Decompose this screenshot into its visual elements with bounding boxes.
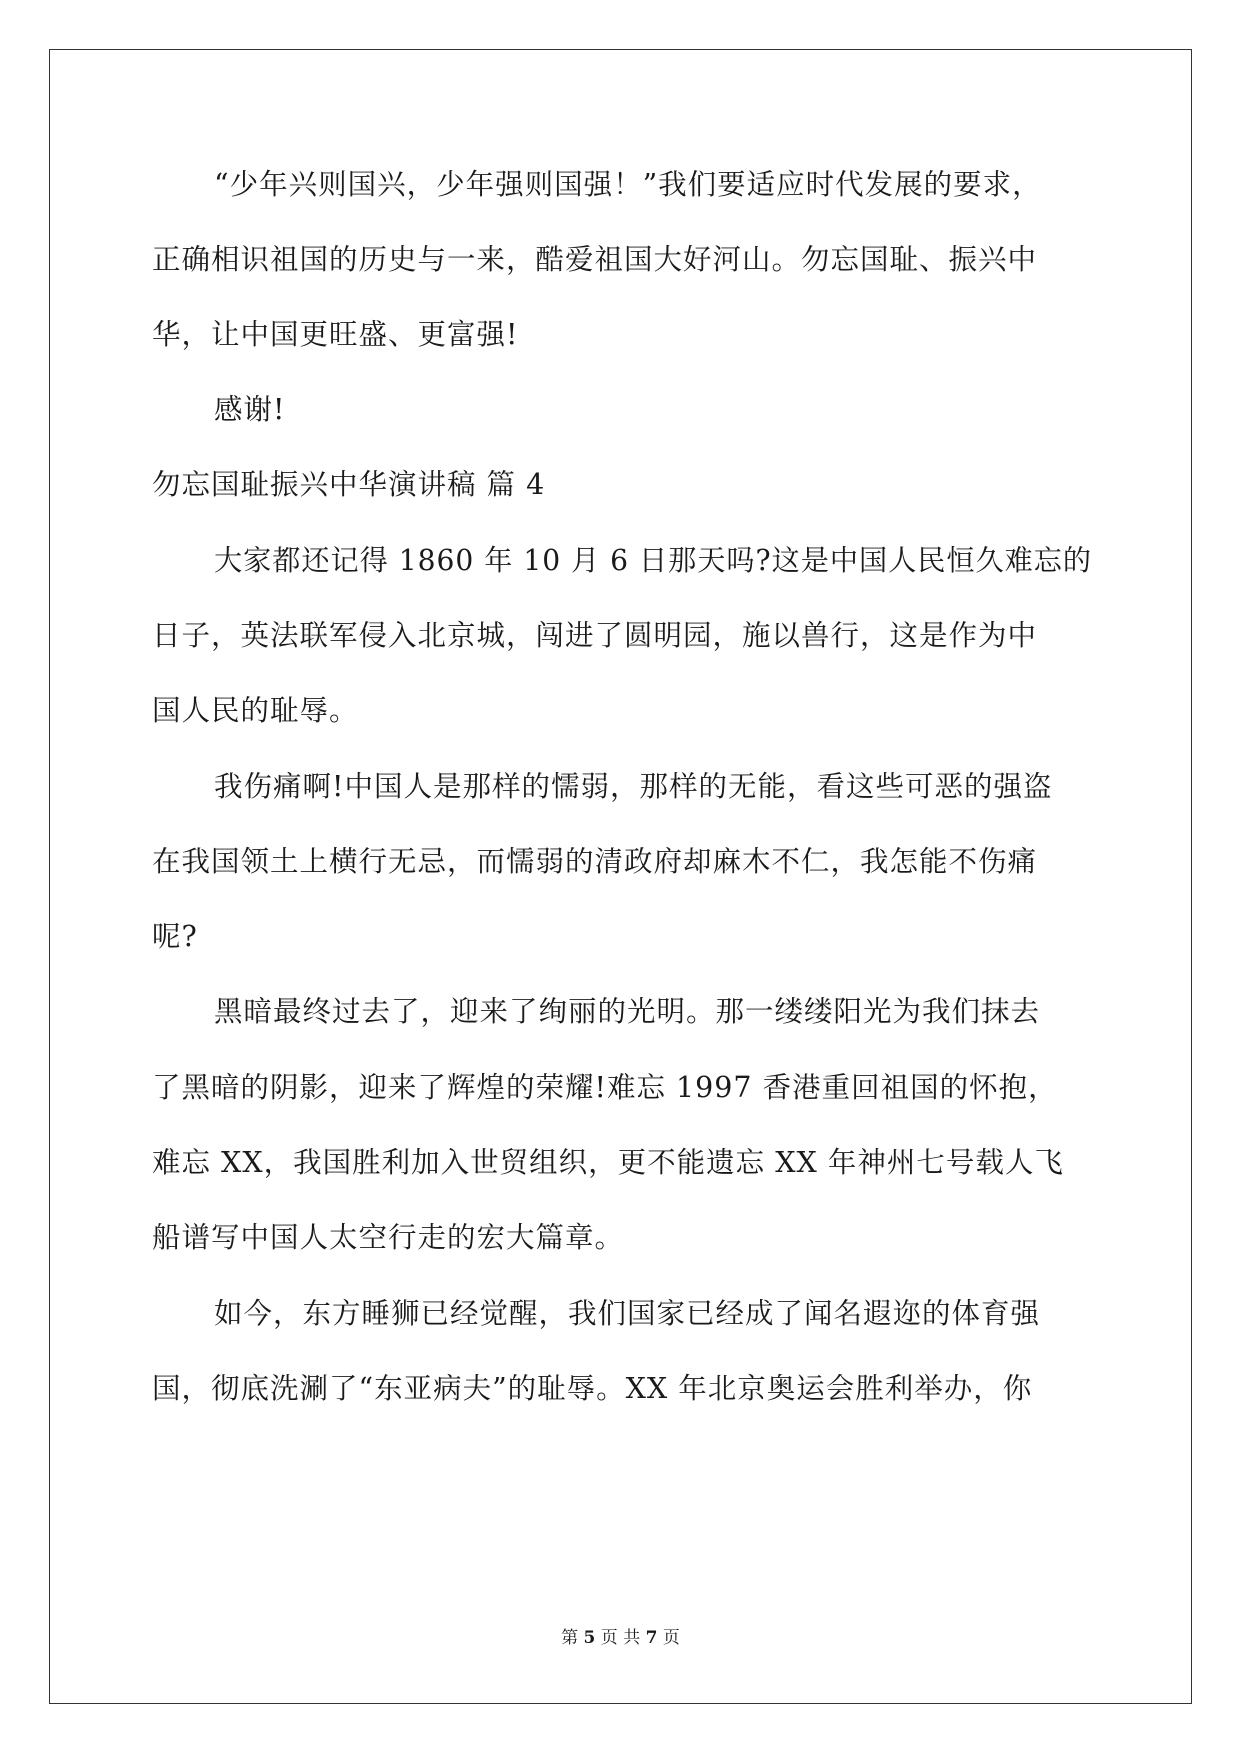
paragraph-line: 国人民的耻辱。	[152, 694, 359, 727]
paragraph-line: 难忘 XX，我国胜利加入世贸组织，更不能遗忘 XX 年神州七号载人飞	[152, 1146, 1064, 1179]
paragraph-line: 黑暗最终过去了，迎来了绚丽的光明。那一缕缕阳光为我们抹去	[214, 995, 1041, 1028]
page-number-current: 5	[583, 1628, 596, 1648]
paragraph-line: 我伤痛啊!中国人是那样的懦弱，那样的无能，看这些可恶的强盗	[214, 770, 1053, 803]
paragraph-line: 感谢!	[214, 393, 286, 426]
paragraph-line: 大家都还记得 1860 年 10 月 6 日那天吗?这是中国人民恒久难忘的	[214, 544, 1093, 577]
paragraph-line: 在我国领土上横行无忌，而懦弱的清政府却麻木不仁，我怎能不伤痛	[152, 845, 1038, 878]
page-prefix: 第	[561, 1628, 579, 1648]
paragraph-line: 船谱写中国人太空行走的宏大篇章。	[152, 1221, 625, 1254]
paragraph-line: 日子，英法联军侵入北京城，闯进了圆明园，施以兽行，这是作为中	[152, 619, 1038, 652]
paragraph-line: 了黑暗的阴影，迎来了辉煌的荣耀!难忘 1997 香港重回祖国的怀抱，	[152, 1071, 1058, 1104]
paragraph-line: “少年兴则国兴，少年强则国强！”我们要适应时代发展的要求，	[214, 168, 1042, 201]
paragraph-line: 正确相识祖国的历史与一来，酷爱祖国大好河山。勿忘国耻、振兴中	[152, 243, 1038, 276]
paragraph-line: 华，让中国更旺盛、更富强!	[152, 318, 519, 351]
page-number-total: 7	[645, 1628, 658, 1648]
page-suffix: 页	[662, 1628, 680, 1648]
paragraph-line: 国，彻底洗涮了“东亚病夫”的耻辱。XX 年北京奥运会胜利举办，你	[152, 1372, 1033, 1405]
page-footer	[0, 1626, 1241, 1650]
section-heading: 勿忘国耻振兴中华演讲稿 篇 4	[152, 468, 546, 501]
page-mid: 页 共	[600, 1628, 641, 1648]
paragraph-line: 如今，东方睡狮已经觉醒，我们国家已经成了闻名遐迩的体育强	[214, 1297, 1041, 1330]
paragraph-line: 呢?	[152, 920, 198, 953]
